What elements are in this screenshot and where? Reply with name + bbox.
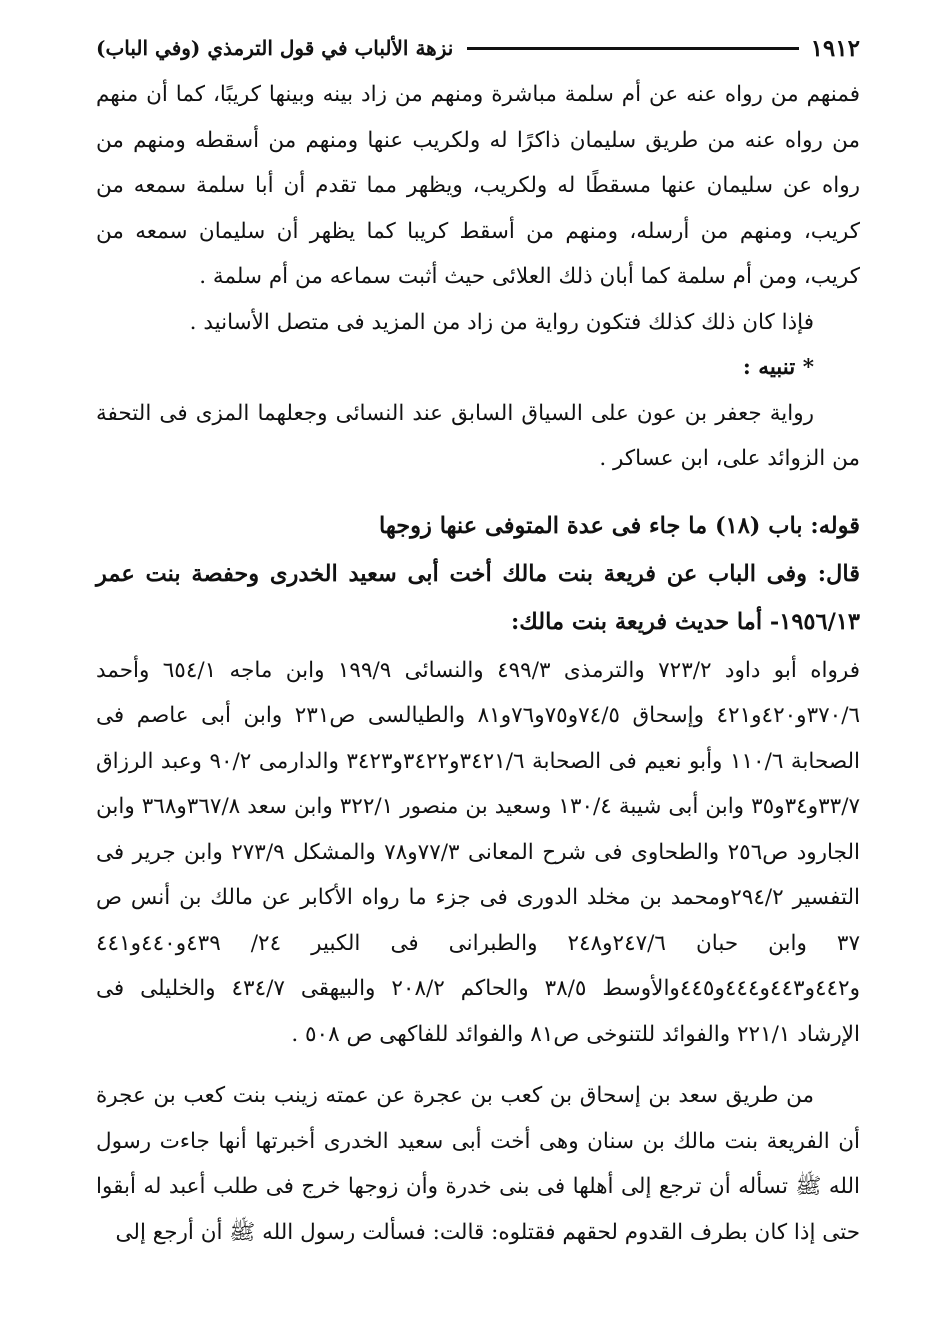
book-page <box>96 26 860 1255</box>
page-number: ١٩١٢ <box>810 34 860 62</box>
qal-line: قال: وفى الباب عن فريعة بنت مالك أخت أبى سعيد الخدرى وحفصة بنت عمر <box>96 560 860 587</box>
header-rule <box>467 47 798 50</box>
running-title: نزهة الألباب في قول الترمذي (وفي الباب) <box>96 36 454 60</box>
hadith-text: من طريق سعد بن إسحاق بن كعب بن عجرة عن عمته زينب بنت كعب بن عجرة أن الفريعة بنت مالك بن سنان وهى أخت أبى سعيد الخدرى أخبرتها أنها جاءت رسول الله ﷺ تسأله أن ترجع إلى أهلها فى بنى خدرة وأن زوجها خرج فى طلب أعبد له أبقوا حتى إذا كان بطرف القدوم لحقهم فقتلوه: قالت: فسألت رسول الله ﷺ أن أرجع إلى <box>96 1083 860 1245</box>
chapter-heading: قوله: باب (١٨) ما جاء فى عدة المتوفى عنها زوجها <box>379 512 860 539</box>
page-header <box>96 26 860 70</box>
note-text: رواية جعفر بن عون على السياق السابق عند النسائى وجعلهما المزى فى التحفة من الزوائد على، ابن عساكر . <box>96 400 860 471</box>
section-chapter <box>96 502 860 1256</box>
section-commentary <box>96 72 860 482</box>
paragraph-narrators: فمنهم من رواه عنه عن أم سلمة مباشرة ومنهم من زاد بينه وبينها كريبًا، كما أن منهم من رواه عنه من طريق سليمان ذاكرًا له ولكريب عنها ومنهم من أسقطه ومنهم من رواه عن سليمان عنها مسقطًا له ولكريب، ويظهر مما تقدم أن أبا سلمة سمعه من كريب، ومنهم من أرسله، ومنهم من أسقط كريبا كما يظهر أن سليمان سمعه من كريب، ومن أم سلمة كما أبان ذلك العلائى حيث أثبت سماعه من أم سلمة . <box>96 82 860 289</box>
hadith-subheading: ١٩٥٦/١٣- أما حديث فريعة بنت مالك: <box>511 608 860 635</box>
paragraph-conclusion: فإذا كان ذلك كذلك فتكون رواية من زاد من المزيد فى متصل الأسانيد . <box>189 309 814 335</box>
note-heading: * تنبيه : <box>742 355 814 380</box>
takhrij-paragraph: فرواه أبو داود ٧٢٣/٢ والترمذى ٤٩٩/٣ والنسائى ١٩٩/٩ وابن ماجه ٦٥٤/١ وأحمد ٣٧٠/٦و٤٢٠و٤٢١ وإسحاق ٧٤/٥و٧٥و٧٦و٨١ والطيالسى ص٢٣١ وابن أبى عاصم فى الصحابة ١١٠/٦ وأبو نعيم فى الصحابة ٣٤٢١/٦و٣٤٢٢و٣٤٢٣ والدارمى ٩٠/٢ وعبد الرزاق ٣٣/٧و٣٤و٣٥ وابن أبى شيبة ١٣٠/٤ وسعيد بن منصور ٣٢٢/١ وابن سعد ٣٦٧/٨و٣٦٨ وابن الجارود ص٢٥٦ والطحاوى فى شرح المعانى ٧٧/٣و٧٨ والمشكل ٢٧٣/٩ وابن جرير فى التفسير ٢٩٤/٢ومحمد بن مخلد الدورى فى جزء ما رواه الأكابر عن مالك بن أنس ص ٣٧ وابن حبان ٢٤٧/٦و٢٤٨ والطبرانى فى الكبير ٢٤/ ٤٣٩و٤٤٠و٤٤١ و٤٤٢و٤٤٣و٤٤٤و٤٤٥والأوسط ٣٨/٥ والحاكم ٢٠٨/٢ والبيهقى ٤٣٤/٧ والخليلى فى الإرشاد ٢٢١/١ والفوائد للتنوخى ص٨١ والفوائد للفاكهى ص ٥٠٨ . <box>96 657 861 1047</box>
